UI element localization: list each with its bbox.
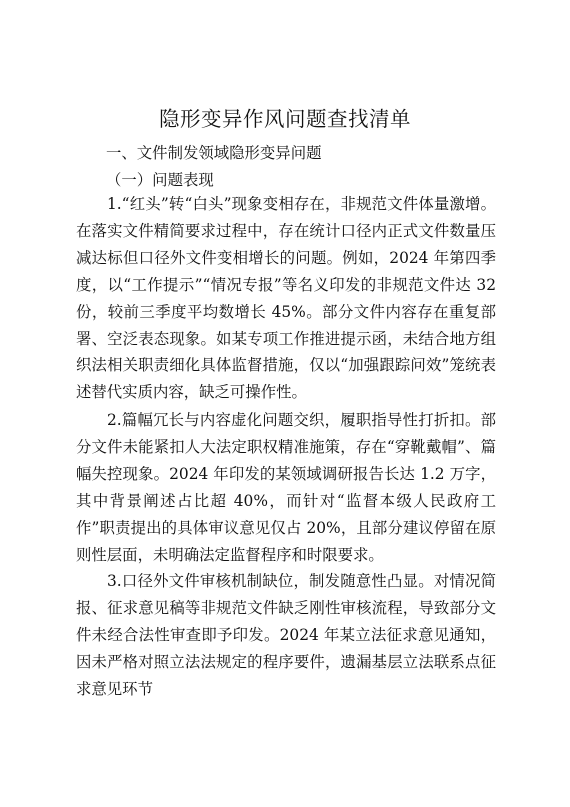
document-title: 隐形变异作风问题查找清单 xyxy=(159,107,411,131)
subsection-heading: （一）问题表现 xyxy=(106,171,214,189)
section-heading: 一、文件制发领域隐形变异问题 xyxy=(106,144,322,162)
paragraph-3: 3.口径外文件审核机制缺位，制发随意性凸显。对情况简报、征求意见稿等非规范文件缺乏刚性审核流程，导致部分文件未经合法性审查即予印发。2024 年某立法征求意见通知，因未严格对照立法法规定的程序要件，遗漏基层立法联系点征求意见环节 xyxy=(76,572,496,698)
paragraph-2: 2.篇幅冗长与内容虚化问题交织，履职指导性打折扣。部分文件未能紧扣人大法定职权精准施策，存在“穿靴戴帽”、篇幅失控现象。2024 年印发的某领域调研报告长达 1.2 万字，其中背景阐述占比超 40%，而针对“监督本级人民政府工作”职责提出的具体审议意见仅占 20%，且部分建议停留在原则性层面，未明确法定监督程序和时限要求。 xyxy=(76,411,496,564)
paragraph-1: 1.“红头”转“白头”现象变相存在，非规范文件体量激增。在落实文件精简要求过程中，存在统计口径内正式文件数量压减达标但口径外文件变相增长的问题。例如，2024 年第四季度，以“工作提示”“情况专报”等名义印发的非规范文件达 32 份，较前三季度平均数增长 45%。部分文件内容存在重复部署、空泛表态现象。如某专项工作推进提示函，未结合地方组织法相关职责细化具体监督措施，仅以“加强跟踪问效”笼统表述替代实质内容，缺乏可操作性。 xyxy=(76,195,496,402)
